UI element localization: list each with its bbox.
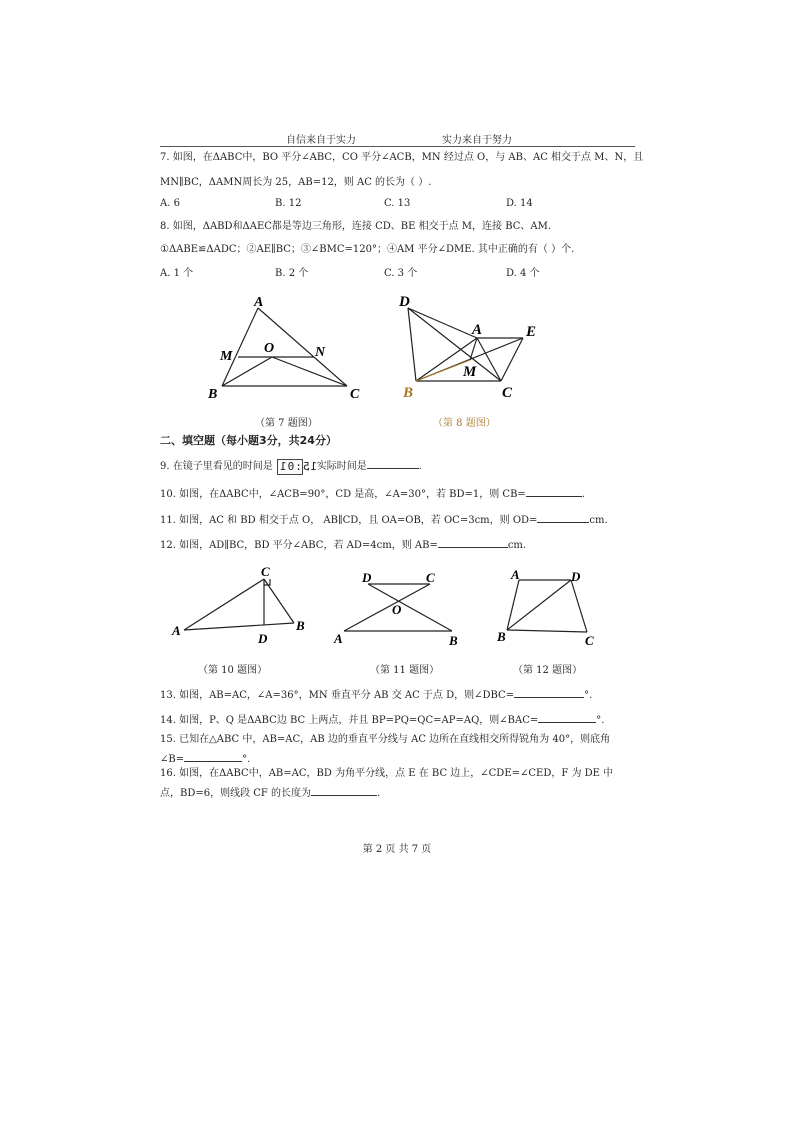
q8-option-c: C. 3 个 xyxy=(384,268,418,279)
q11-answer-blank[interactable] xyxy=(537,511,589,523)
fig11-label-c: C xyxy=(426,570,435,585)
q12-line xyxy=(160,536,526,553)
figure-12 xyxy=(492,564,602,654)
q16-end: . xyxy=(377,788,381,799)
q7-option-a: A. 6 xyxy=(160,198,180,209)
fig12-caption: （第 12 题图） xyxy=(513,665,583,676)
q8-line1: 8. 如图，ΔABD和ΔAEC都是等边三角形，连接 CD、BE 相交于点 M，连接 BC、AM. xyxy=(160,221,552,232)
q15-line1: 15. 已知在△ABC 中，AB=AC，AB 边的垂直平分线与 AC 边所在直线相交所得锐角为 40°，则底角 xyxy=(160,734,611,745)
q9-line xyxy=(160,457,422,475)
q7-option-b: B. 12 xyxy=(275,198,302,209)
q10-end: . xyxy=(581,489,585,500)
q8-option-b: B. 2 个 xyxy=(275,268,309,279)
q16-answer-blank[interactable] xyxy=(311,784,377,796)
fig10-label-d: D xyxy=(258,631,268,646)
fig7-caption: （第 7 题图） xyxy=(255,418,318,429)
mirror-clock-digits: 15:01 xyxy=(278,459,317,473)
fig8-label-e: E xyxy=(526,324,537,340)
fig7-label-b: B xyxy=(208,387,218,402)
page-header xyxy=(160,130,635,147)
q7-option-c: C. 13 xyxy=(384,198,411,209)
fig12-label-b: B xyxy=(497,629,506,644)
fig12-label-c: C xyxy=(585,633,594,648)
figure-11 xyxy=(330,566,465,651)
q8-option-a: A. 1 个 xyxy=(160,268,194,279)
q15-end: °. xyxy=(242,754,251,765)
q8-line2: ①ΔABE≌ΔADC；②AE∥BC；③∠BMC=120°；④AM 平分∠DME. 其中正确的有（ ）个. xyxy=(160,244,575,255)
fig12-label-a: A xyxy=(511,567,520,582)
fig10-label-b: B xyxy=(296,618,305,633)
header-motto-right: 实力来自于努力 xyxy=(442,135,512,146)
fig7-label-a: A xyxy=(254,295,264,310)
fig11-label-a: A xyxy=(334,631,343,646)
q11-end: cm. xyxy=(589,515,608,526)
q13-line xyxy=(160,686,592,703)
fig8-label-a: A xyxy=(472,322,483,338)
fig11-caption: （第 11 题图） xyxy=(370,665,440,676)
q13-answer-blank[interactable] xyxy=(514,686,584,698)
figure-8 xyxy=(392,290,552,405)
section-title-fill-in: 二、填空题（每小题3分，共24分） xyxy=(160,434,337,447)
q12-text: 12. 如图，AD∥BC，BD 平分∠ABC，若 AD=4cm，则 AB= xyxy=(160,540,438,551)
q16-line2 xyxy=(160,784,380,801)
q15-text: ∠B= xyxy=(160,754,185,765)
q10-text: 10. 如图，在ΔABC中，∠ACB=90°，CD 是高，∠A=30°，若 BD=1，则 CB= xyxy=(160,489,526,500)
page-footer: 第 2 页 共 7 页 xyxy=(362,844,432,855)
fig10-label-c: C xyxy=(261,564,270,579)
q7-line1: 7. 如图，在ΔABC中，BO 平分∠ABC，CO 平分∠ACB，MN 经过点 O，与 AB、AC 相交于点 M、N，且 xyxy=(160,152,644,163)
q13-text: 13. 如图，AB=AC，∠A=36°，MN 垂直平分 AB 交 AC 于点 D，则∠DBC= xyxy=(160,690,515,701)
q9-end: . xyxy=(418,461,422,472)
q9-text-after: ，实际时间是 xyxy=(306,461,367,472)
q11-line xyxy=(160,511,608,528)
fig8-label-c: C xyxy=(502,385,513,401)
q12-answer-blank[interactable] xyxy=(438,536,508,548)
q10-answer-blank[interactable] xyxy=(526,485,582,497)
q7-line2: MN∥BC，ΔAMN周长为 25，AB=12，则 AC 的长为（ ）. xyxy=(160,177,432,188)
q14-text: 14. 如图，P、Q 是ΔABC边 BC 上两点，并且 BP=PQ=QC=AP=AQ，则∠BAC= xyxy=(160,715,539,726)
fig7-label-c: C xyxy=(350,387,360,402)
q9-text: 9. 在镜子里看见的时间是 xyxy=(160,461,273,472)
q14-end: °. xyxy=(596,715,605,726)
q15-line2 xyxy=(160,750,250,767)
q8-option-d: D. 4 个 xyxy=(506,268,540,279)
fig7-label-o: O xyxy=(264,341,275,356)
q16-line1: 16. 如图，在ΔABC中，AB=AC，BD 为角平分线，点 E 在 BC 边上，∠CDE=∠CED，F 为 DE 中 xyxy=(160,768,614,779)
q9-answer-blank[interactable] xyxy=(367,457,419,469)
fig10-label-a: A xyxy=(172,623,181,638)
q7-option-d: D. 14 xyxy=(506,198,533,209)
q10-line xyxy=(160,485,585,502)
fig8-label-d: D xyxy=(399,294,410,310)
header-motto-left: 自信来自于实力 xyxy=(286,135,356,146)
fig8-label-b: B xyxy=(403,385,414,401)
q15-answer-blank[interactable] xyxy=(184,750,242,762)
q12-end: cm. xyxy=(507,540,527,551)
fig11-label-d: D xyxy=(362,570,372,585)
figure-10 xyxy=(168,562,313,652)
q11-text: 11. 如图，AC 和 BD 相交于点 O， AB∥CD，且 OA=OB，若 OC=3cm，则 OD= xyxy=(160,515,538,526)
fig7-label-m: M xyxy=(220,349,233,364)
q14-answer-blank[interactable] xyxy=(538,711,596,723)
q16-text: 点，BD=6，则线段 CF 的长度为 xyxy=(160,788,312,799)
fig10-caption: （第 10 题图） xyxy=(198,665,268,676)
fig8-caption: （第 8 题图） xyxy=(433,418,496,429)
q14-line xyxy=(160,711,604,728)
fig12-label-d: D xyxy=(571,569,581,584)
fig11-label-b: B xyxy=(449,633,458,648)
fig11-label-o: O xyxy=(392,602,402,617)
fig8-label-m: M xyxy=(463,364,477,380)
mirror-clock-icon xyxy=(277,459,317,475)
fig7-label-n: N xyxy=(315,345,326,360)
figure-7 xyxy=(200,290,370,405)
q13-end: °. xyxy=(584,690,593,701)
